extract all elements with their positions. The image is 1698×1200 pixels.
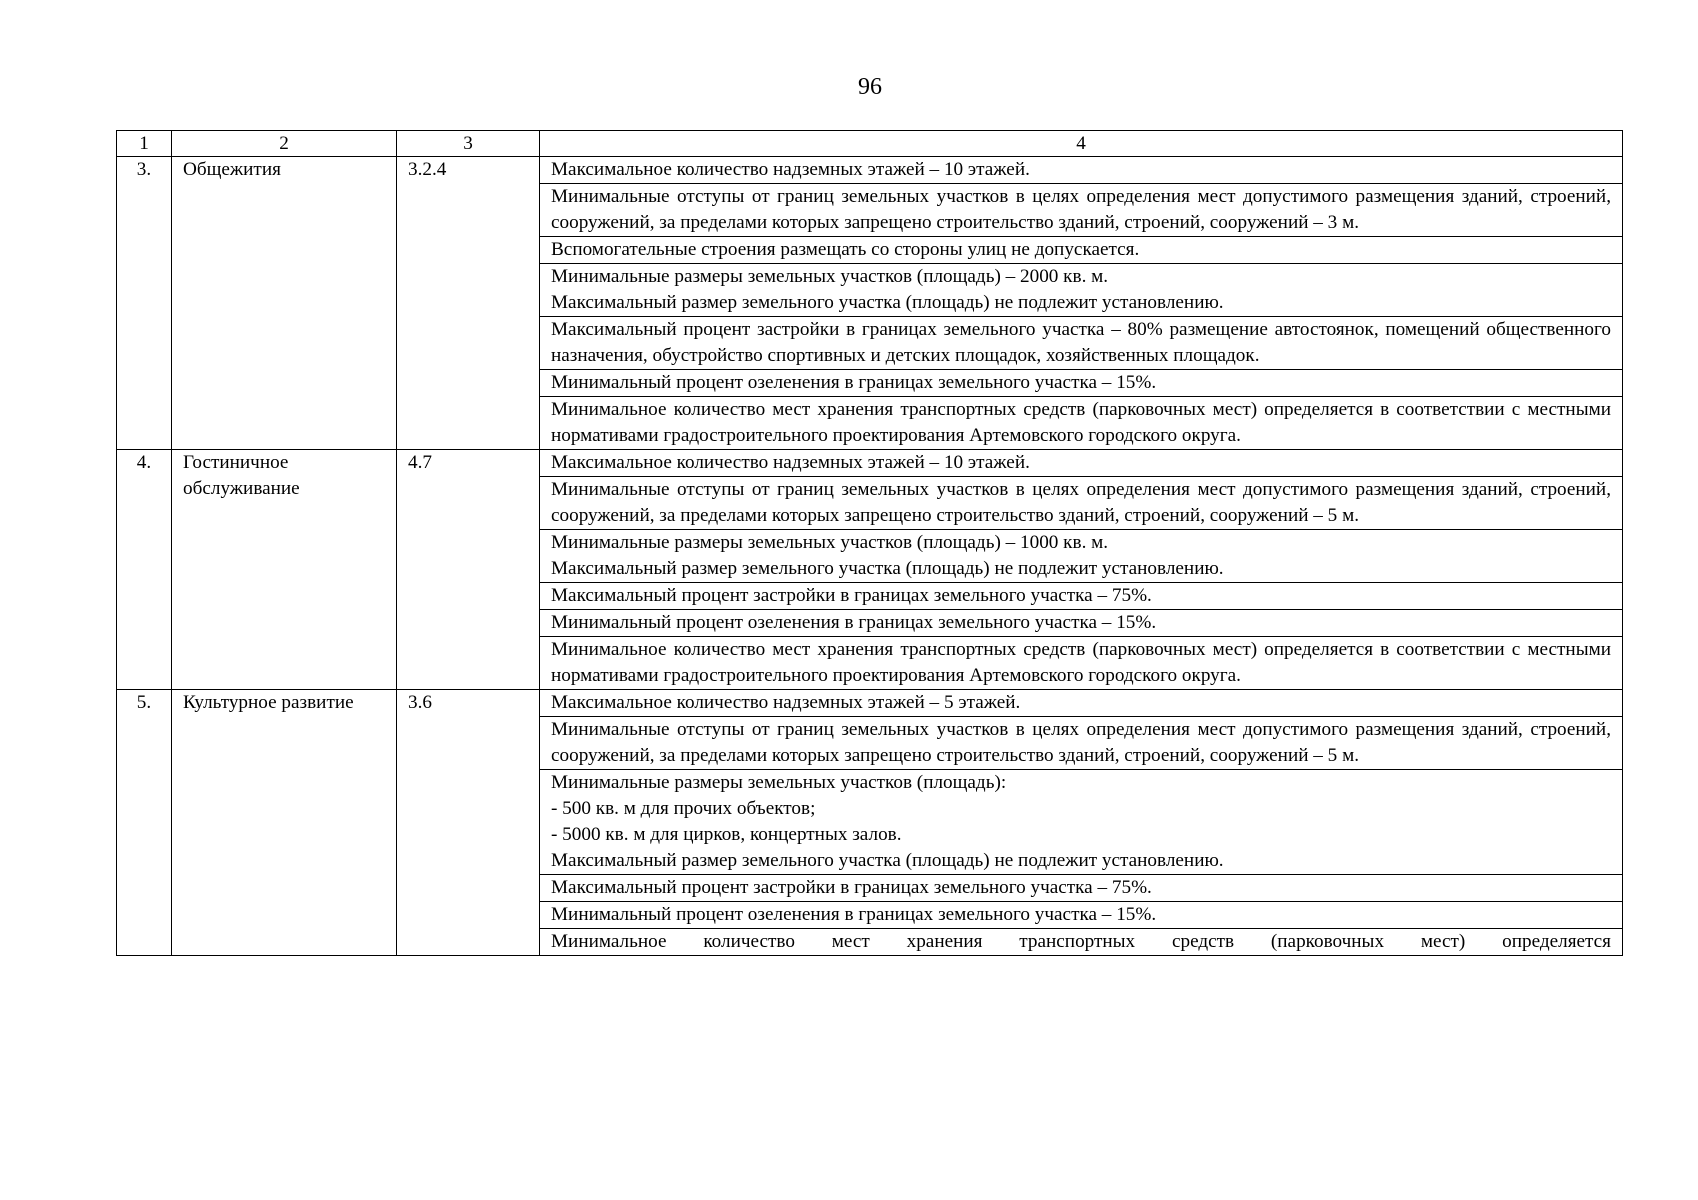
table-row (117, 157, 1623, 184)
parameter-cell: Максимальный процент застройки в границах земельного участка – 80% размещение автостоянок, помещений общественного назначения, обустройство спортивных и детских площадок, хозяйственных площадок. (540, 317, 1623, 370)
row-number: 3. (117, 157, 172, 450)
land-use-code: 3.6 (397, 690, 540, 956)
parameter-cell: Максимальное количество надземных этажей – 5 этажей. (540, 690, 1623, 717)
parameter-line: - 500 кв. м для прочих объектов; (551, 798, 816, 819)
table-row (117, 690, 1623, 717)
regulations-table (116, 130, 1623, 956)
parameter-cell: Минимальные отступы от границ земельных участков в целях определения мест допустимого размещения зданий, строений, сооружений, за пределами которых запрещено строительство зданий, строений, сооружений – 5 м. (540, 477, 1623, 530)
land-use-name: Гостиничное обслуживание (172, 450, 397, 690)
header-cell: 2 (172, 131, 397, 157)
parameter-cell: Минимальные отступы от границ земельных участков в целях определения мест допустимого размещения зданий, строений, сооружений, за пределами которых запрещено строительство зданий, строений, сооружений – 5 м. (540, 717, 1623, 770)
parameter-cell: Максимальное количество надземных этажей – 10 этажей. (540, 450, 1623, 477)
land-use-code: 3.2.4 (397, 157, 540, 450)
page-number: 96 (858, 74, 882, 100)
parameter-line: Максимальный размер земельного участка (площадь) не подлежит установлению. (551, 558, 1224, 579)
parameter-cell: Вспомогательные строения размещать со стороны улиц не допускается. (540, 237, 1623, 264)
parameter-cell: Минимальный процент озеленения в границах земельного участка – 15%. (540, 610, 1623, 637)
parameter-cell: Минимальный процент озеленения в границах земельного участка – 15%. (540, 902, 1623, 929)
parameter-cell (540, 770, 1623, 875)
parameter-cell: Максимальный процент застройки в границах земельного участка – 75%. (540, 875, 1623, 902)
row-number: 5. (117, 690, 172, 956)
row-number: 4. (117, 450, 172, 690)
parameter-cell: Максимальный процент застройки в границах земельного участка – 75%. (540, 583, 1623, 610)
parameter-cell: Минимальное количество мест хранения транспортных средств (парковочных мест) определяется в соответствии с местными нормативами градостроительного проектирования Артемовского городского округа. (540, 397, 1623, 450)
table-body (117, 131, 1623, 956)
parameter-cell: Минимальное количество мест хранения транспортных средств (парковочных мест) определяется (540, 929, 1623, 956)
land-use-name: Общежития (172, 157, 397, 450)
parameter-cell (540, 264, 1623, 317)
parameter-cell: Минимальный процент озеленения в границах земельного участка – 15%. (540, 370, 1623, 397)
header-cell: 4 (540, 131, 1623, 157)
parameter-line: - 5000 кв. м для цирков, концертных залов. (551, 824, 902, 845)
table-row (117, 450, 1623, 477)
parameter-line: Минимальные размеры земельных участков (площадь) – 1000 кв. м. (551, 532, 1109, 553)
parameter-line: Минимальные размеры земельных участков (площадь) – 2000 кв. м. (551, 266, 1109, 287)
parameter-cell: Минимальное количество мест хранения транспортных средств (парковочных мест) определяется в соответствии с местными нормативами градостроительного проектирования Артемовского городского округа. (540, 637, 1623, 690)
land-use-name: Культурное развитие (172, 690, 397, 956)
header-cell: 3 (397, 131, 540, 157)
parameter-cell (540, 530, 1623, 583)
header-cell: 1 (117, 131, 172, 157)
parameter-line: Максимальный размер земельного участка (площадь) не подлежит установлению. (551, 850, 1224, 871)
table-header-row (117, 131, 1623, 157)
parameter-line: Максимальный размер земельного участка (площадь) не подлежит установлению. (551, 292, 1224, 313)
land-use-code: 4.7 (397, 450, 540, 690)
parameter-cell: Максимальное количество надземных этажей – 10 этажей. (540, 157, 1623, 184)
parameter-line: Минимальные размеры земельных участков (площадь): (551, 772, 1007, 793)
parameter-cell: Минимальные отступы от границ земельных участков в целях определения мест допустимого размещения зданий, строений, сооружений, за пределами которых запрещено строительство зданий, строений, сооружений – 3 м. (540, 184, 1623, 237)
